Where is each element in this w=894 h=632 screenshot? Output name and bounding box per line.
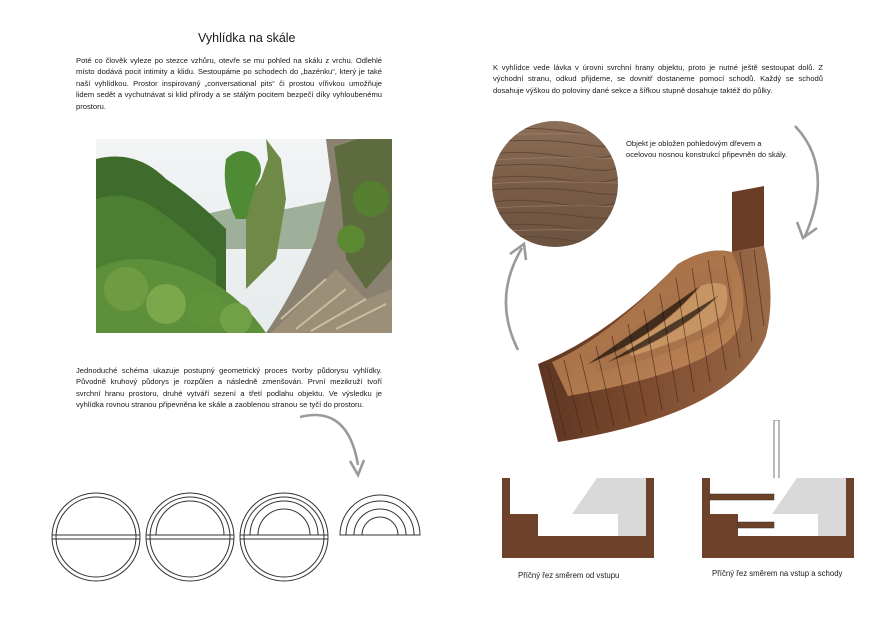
section-caption-1: Příčný řez směrem od vstupu bbox=[518, 571, 620, 580]
curved-arrow-down-icon bbox=[300, 405, 380, 485]
intro-paragraph: Poté co člověk vyleze po stezce vzhůru, otevře se mu pohled na skálu z vrchu. Odlehlé místo dodává pocit intimity a klidu. Sestoupáme po schodech do „bazénku“, který je také naší vyhlídkou. Prostor inspirovaný „conversational pits“ či prostou vířivkou umožňuje lidem sedět a vychutnávat si klid přírody a se stálým pocitem bezpečí díky vyhloubenému prostoru. bbox=[76, 56, 382, 111]
scheme-step-1 bbox=[52, 493, 140, 581]
access-paragraph: K vyhlídce vede lávka v úrovni svrchní hrany objektu, proto je nutné ještě sestoupat dolů. Z východní stranu, odkud přijdeme, se dovnitř dostaneme pomocí schodů. Každý se schodů dosahuje výškou do poloviny dané sekce a šířkou stupně dosahuje taktéž do půlky. bbox=[493, 63, 823, 95]
plan-geometry-scheme bbox=[44, 484, 424, 594]
page-title: Vyhlídka na skále bbox=[198, 31, 296, 45]
scheme-step-2 bbox=[146, 493, 234, 581]
landscape-photo bbox=[96, 139, 392, 333]
scheme-step-4 bbox=[340, 495, 420, 535]
cross-section-toward-entrance-and-stairs bbox=[702, 420, 854, 558]
cross-section-from-entrance bbox=[502, 478, 654, 558]
scheme-paragraph: Jednoduché schéma ukazuje postupný geometrický proces tvorby půdorysu vyhlídky. Původně kruhový půdorys je rozpůlen a následně zmenšován. První mezikruží tvoří svrchní hranu prostoru, druhé vytváří sezení a třetí podlahu objektu. Ve výsledku je vyhlídka rovnou stranou připevněna ke skále a zaoblenou stranou se tyčí do prostoru. bbox=[76, 366, 382, 410]
material-note: Objekt je obložen pohledovým dřevem a ocelovou nosnou konstrukcí připevněn do skály. bbox=[626, 139, 788, 160]
wooden-lookout-model bbox=[528, 186, 788, 442]
scheme-step-3 bbox=[240, 493, 328, 581]
section-caption-2: Příčný řez směrem na vstup a schody bbox=[712, 569, 843, 578]
